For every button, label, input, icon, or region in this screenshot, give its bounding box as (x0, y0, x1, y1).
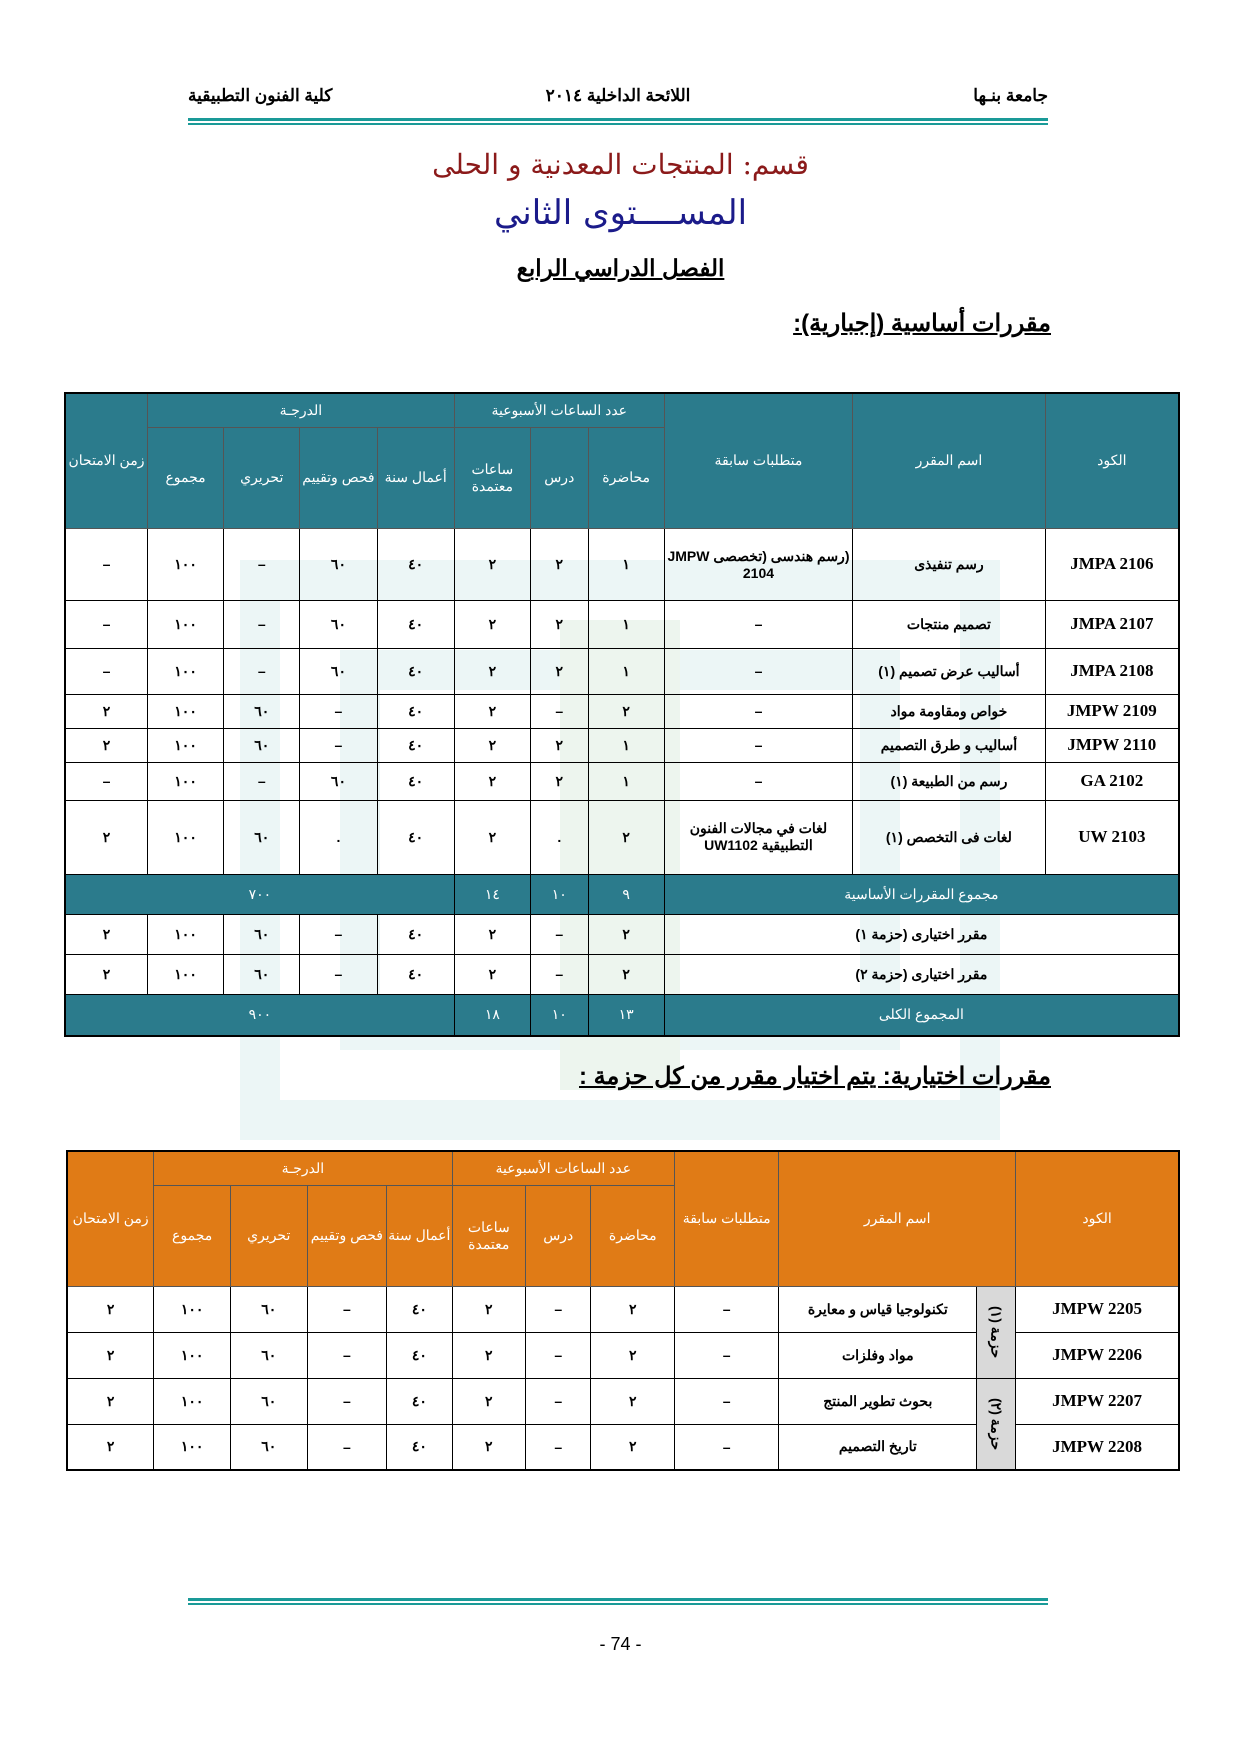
lecture-hours: ١ (588, 762, 664, 800)
coursework-grade: ٤٠ (377, 914, 454, 954)
department-title: قسم: المنتجات المعدنية و الحلى (432, 148, 809, 181)
coursework-grade: ٤٠ (377, 694, 454, 728)
table-row (65, 600, 1179, 648)
total-grade: ١٠٠ (147, 954, 223, 994)
lecture-hours: ٢ (588, 914, 664, 954)
elective-packages-body (67, 1286, 1179, 1470)
exam-time: ٢ (65, 914, 147, 954)
course-name: بحوث تطوير المنتج (779, 1378, 977, 1424)
lesson-hours: ٢ (530, 600, 588, 648)
lecture-hours: ٢ (591, 1332, 675, 1378)
course-code: JMPW 2110 (1045, 728, 1179, 762)
total-grade: ١٠٠ (147, 728, 223, 762)
written-grade: ٦٠ (224, 954, 300, 994)
exam-time: – (65, 528, 147, 600)
credit-hours: ٢ (454, 694, 530, 728)
elective-slot-name: مقرر اختيارى (حزمة ١) (664, 914, 1179, 954)
course-name: أساليب عرض تصميم (١) (853, 648, 1046, 694)
coursework-grade: ٤٠ (387, 1286, 452, 1332)
coursework-grade: ٤٠ (377, 528, 454, 600)
course-name: تاريخ التصميم (779, 1424, 977, 1470)
pkg-header-credit-hours: ساعات معتمدة (452, 1185, 526, 1286)
pkg-header-written: تحريري (230, 1185, 307, 1286)
credit-hours: ٢ (454, 528, 530, 600)
elective-slot-name: مقرر اختيارى (حزمة ٢) (664, 954, 1179, 994)
exam-time: ٢ (67, 1286, 154, 1332)
course-code: JMPW 2109 (1045, 694, 1179, 728)
credit-hours: ٢ (452, 1286, 526, 1332)
exam-eval-grade: – (307, 1378, 387, 1424)
written-grade: ٦٠ (224, 694, 300, 728)
total-grade: ١٠٠ (154, 1286, 231, 1332)
coursework-grade: ٤٠ (377, 648, 454, 694)
written-grade: – (224, 762, 300, 800)
coursework-grade: ٤٠ (377, 762, 454, 800)
table-row (65, 728, 1179, 762)
grand-total-credit: ١٨ (454, 994, 530, 1036)
lesson-hours: ٢ (530, 728, 588, 762)
lecture-hours: ١ (588, 728, 664, 762)
basic-total-label: مجموع المقررات الأساسية (664, 874, 1179, 914)
package-label (977, 1378, 1016, 1470)
elective-packages-table (66, 1150, 1180, 1471)
header-code: الكود (1045, 393, 1179, 528)
credit-hours: ٢ (454, 600, 530, 648)
exam-eval-grade: ٦٠ (300, 648, 377, 694)
credit-hours: ٢ (452, 1378, 526, 1424)
credit-hours: ٢ (454, 762, 530, 800)
header-weekly-hours: عدد الساعات الأسبوعية (454, 393, 664, 427)
total-grade: ١٠٠ (154, 1424, 231, 1470)
header-grade: الدرجـة (147, 393, 454, 427)
credit-hours: ٢ (452, 1424, 526, 1470)
exam-eval-grade: – (300, 914, 377, 954)
exam-eval-grade: – (300, 694, 377, 728)
course-code: GA 2102 (1045, 762, 1179, 800)
written-grade: ٦٠ (230, 1286, 307, 1332)
course-name: مواد وفلزات (779, 1332, 977, 1378)
pkg-header-code: الكود (1016, 1151, 1179, 1286)
course-prereq: – (664, 728, 852, 762)
total-grade: ١٠٠ (147, 528, 223, 600)
basic-total-grade: ٧٠٠ (65, 874, 454, 914)
pkg-header-grade: الدرجـة (154, 1151, 452, 1185)
lesson-hours: . (530, 800, 588, 874)
compulsory-courses-table (64, 392, 1180, 1037)
course-name: أساليب و طرق التصميم (853, 728, 1046, 762)
course-code: JMPA 2106 (1045, 528, 1179, 600)
header-regulation: اللائحة الداخلية ٢٠١٤ (545, 86, 691, 105)
course-code: JMPW 2207 (1016, 1378, 1179, 1424)
written-grade: ٦٠ (224, 728, 300, 762)
course-prereq: – (664, 694, 852, 728)
header-lesson: درس (530, 427, 588, 528)
package-label-text: حزمة (٢) (988, 1397, 1005, 1450)
credit-hours: ٢ (454, 648, 530, 694)
exam-eval-grade: – (307, 1424, 387, 1470)
total-grade: ١٠٠ (147, 600, 223, 648)
term-title (0, 255, 1241, 282)
header-exam-eval: فحص وتقييم (300, 427, 377, 528)
written-grade: ٦٠ (230, 1378, 307, 1424)
credit-hours: ٢ (454, 914, 530, 954)
total-grade: ١٠٠ (154, 1332, 231, 1378)
total-grade: ١٠٠ (147, 762, 223, 800)
lecture-hours: ٢ (591, 1286, 675, 1332)
course-prereq: – (675, 1332, 779, 1378)
pkg-header-exam-eval: فحص وتقييم (307, 1185, 387, 1286)
page-number: - 74 - (599, 1634, 642, 1654)
exam-eval-grade: – (307, 1332, 387, 1378)
table-row (65, 800, 1179, 874)
table-row (65, 762, 1179, 800)
grand-total-lesson: ١٠ (530, 994, 588, 1036)
exam-time: ٢ (67, 1378, 154, 1424)
header-faculty: كلية الفنون التطبيقية (188, 86, 333, 105)
course-code: JMPW 2208 (1016, 1424, 1179, 1470)
pkg-header-lecture: محاضرة (591, 1185, 675, 1286)
lesson-hours: – (530, 954, 588, 994)
compulsory-section-title-text: مقررات أساسية (إجبارية): (793, 310, 1051, 337)
elective-section-title (579, 1062, 1051, 1091)
exam-eval-grade: – (300, 954, 377, 994)
course-prereq: – (675, 1286, 779, 1332)
exam-eval-grade: ٦٠ (300, 528, 377, 600)
footer-rule (188, 1598, 1048, 1605)
page-header (188, 86, 1048, 112)
grand-total-row (65, 994, 1179, 1036)
header-written: تحريري (224, 427, 300, 528)
coursework-grade: ٤٠ (377, 600, 454, 648)
course-code: UW 2103 (1045, 800, 1179, 874)
level-title: المســــتوى الثاني (493, 193, 748, 233)
lecture-hours: ٢ (588, 954, 664, 994)
course-name: خواص ومقاومة مواد (853, 694, 1046, 728)
elective-slot-row (65, 914, 1179, 954)
compulsory-courses-body (65, 528, 1179, 1036)
total-grade: ١٠٠ (147, 800, 223, 874)
header-credit-hours: ساعات معتمدة (454, 427, 530, 528)
lesson-hours: – (526, 1332, 591, 1378)
exam-time: – (65, 600, 147, 648)
course-name: تكنولوجيا قياس و معايرة (779, 1286, 977, 1332)
total-grade: ١٠٠ (147, 694, 223, 728)
exam-time: – (65, 762, 147, 800)
pkg-header-weekly-hours: عدد الساعات الأسبوعية (452, 1151, 675, 1185)
elective-slot-row (65, 954, 1179, 994)
compulsory-section-title (793, 309, 1051, 338)
lesson-hours: – (526, 1286, 591, 1332)
header-rule (188, 118, 1048, 125)
exam-time: ٢ (65, 954, 147, 994)
basic-total-lecture: ٩ (588, 874, 664, 914)
header-prerequisites: متطلبات سابقة (664, 393, 852, 528)
credit-hours: ٢ (454, 728, 530, 762)
grand-total-grade: ٩٠٠ (65, 994, 454, 1036)
coursework-grade: ٤٠ (387, 1332, 452, 1378)
header-coursework: أعمال سنة (377, 427, 454, 528)
exam-eval-grade: . (300, 800, 377, 874)
written-grade: ٦٠ (224, 914, 300, 954)
coursework-grade: ٤٠ (387, 1378, 452, 1424)
course-prereq: (رسم هندسى (تخصصى JMPW 2104 (664, 528, 852, 600)
coursework-grade: ٤٠ (377, 728, 454, 762)
written-grade: ٦٠ (230, 1332, 307, 1378)
pkg-header-exam-time: زمن الامتحان (67, 1151, 154, 1286)
course-prereq: لغات في مجالات الفنون التطبيقية UW1102 (664, 800, 852, 874)
header-university: جامعة بنـها (973, 86, 1048, 105)
grand-total-label: المجموع الكلى (664, 994, 1179, 1036)
lecture-hours: ١ (588, 600, 664, 648)
written-grade: ٦٠ (224, 800, 300, 874)
lesson-hours: – (530, 914, 588, 954)
basic-total-credit: ١٤ (454, 874, 530, 914)
course-name: تصميم منتجات (853, 600, 1046, 648)
package-label (977, 1286, 1016, 1378)
credit-hours: ٢ (454, 800, 530, 874)
exam-time: ٢ (65, 728, 147, 762)
coursework-grade: ٤٠ (377, 800, 454, 874)
written-grade: – (224, 648, 300, 694)
header-course-name: اسم المقرر (853, 393, 1046, 528)
course-prereq: – (675, 1378, 779, 1424)
exam-time: ٢ (67, 1332, 154, 1378)
elective-section-title-text: مقررات اختيارية: يتم اختيار مقرر من كل حزمة : (579, 1063, 1051, 1090)
table-row (65, 528, 1179, 600)
total-grade: ١٠٠ (147, 648, 223, 694)
pkg-header-course-name: اسم المقرر (779, 1151, 1016, 1286)
lecture-hours: ٢ (588, 694, 664, 728)
written-grade: – (224, 528, 300, 600)
pkg-header-coursework: أعمال سنة (387, 1185, 452, 1286)
table-row (65, 648, 1179, 694)
lecture-hours: ٢ (591, 1424, 675, 1470)
course-code: JMPA 2108 (1045, 648, 1179, 694)
exam-time: – (65, 648, 147, 694)
exam-time: ٢ (65, 800, 147, 874)
header-total: مجموع (147, 427, 223, 528)
lecture-hours: ٢ (588, 800, 664, 874)
course-name: رسم من الطبيعة (١) (853, 762, 1046, 800)
table-row (67, 1378, 1179, 1424)
course-name: رسم تنفيذى (853, 528, 1046, 600)
basic-total-row (65, 874, 1179, 914)
coursework-grade: ٤٠ (387, 1424, 452, 1470)
course-name: لغات فى التخصص (١) (853, 800, 1046, 874)
lesson-hours: – (526, 1378, 591, 1424)
course-code: JMPW 2206 (1016, 1332, 1179, 1378)
exam-eval-grade: – (300, 728, 377, 762)
exam-time: ٢ (65, 694, 147, 728)
course-prereq: – (664, 648, 852, 694)
total-grade: ١٠٠ (154, 1378, 231, 1424)
basic-total-lesson: ١٠ (530, 874, 588, 914)
course-code: JMPW 2205 (1016, 1286, 1179, 1332)
exam-eval-grade: ٦٠ (300, 762, 377, 800)
header-exam-time: زمن الامتحان (65, 393, 147, 528)
total-grade: ١٠٠ (147, 914, 223, 954)
written-grade: – (224, 600, 300, 648)
lecture-hours: ١ (588, 648, 664, 694)
table-row (65, 694, 1179, 728)
lesson-hours: – (526, 1424, 591, 1470)
term-title-text: الفصل الدراسي الرابع (516, 255, 725, 281)
pkg-header-total: مجموع (154, 1185, 231, 1286)
lesson-hours: ٢ (530, 762, 588, 800)
grand-total-lecture: ١٣ (588, 994, 664, 1036)
exam-time: ٢ (67, 1424, 154, 1470)
header-lecture: محاضرة (588, 427, 664, 528)
coursework-grade: ٤٠ (377, 954, 454, 994)
written-grade: ٦٠ (230, 1424, 307, 1470)
exam-eval-grade: – (307, 1286, 387, 1332)
package-label-text: حزمة (١) (988, 1305, 1005, 1359)
lesson-hours: ٢ (530, 648, 588, 694)
course-code: JMPA 2107 (1045, 600, 1179, 648)
table-row (67, 1286, 1179, 1332)
credit-hours: ٢ (452, 1332, 526, 1378)
lesson-hours: – (530, 694, 588, 728)
lecture-hours: ٢ (591, 1378, 675, 1424)
course-prereq: – (664, 600, 852, 648)
course-prereq: – (675, 1424, 779, 1470)
exam-eval-grade: ٦٠ (300, 600, 377, 648)
course-prereq: – (664, 762, 852, 800)
pkg-header-prerequisites: متطلبات سابقة (675, 1151, 779, 1286)
credit-hours: ٢ (454, 954, 530, 994)
pkg-header-lesson: درس (526, 1185, 591, 1286)
lecture-hours: ١ (588, 528, 664, 600)
lesson-hours: ٢ (530, 528, 588, 600)
